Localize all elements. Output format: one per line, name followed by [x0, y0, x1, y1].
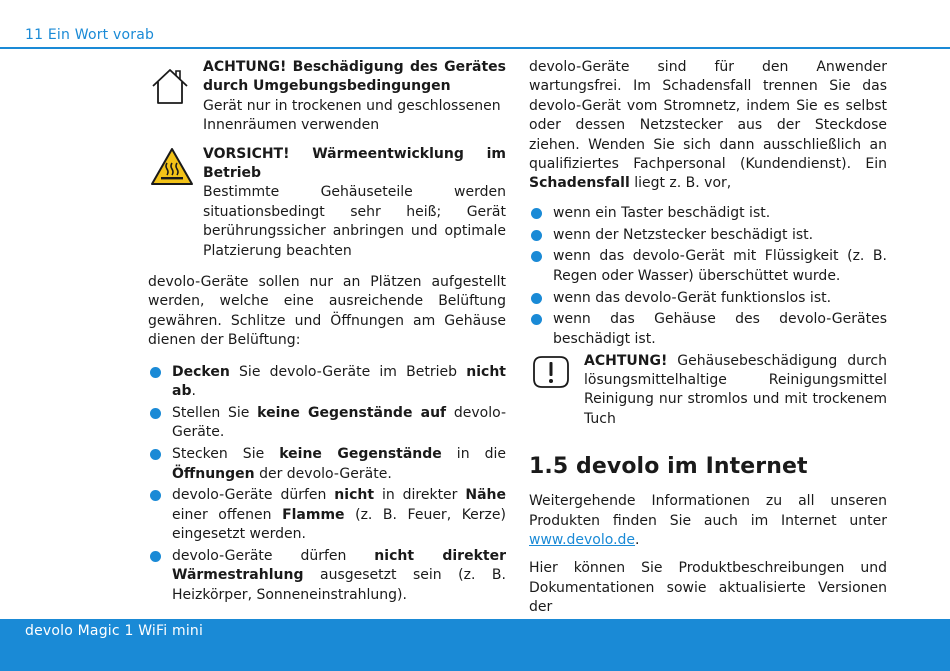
house-icon: [150, 66, 190, 112]
internet-paragraph: Weitergehende Informationen zu all unseren Produkten finden Sie auch im Internet unter www.devolo.de.: [529, 493, 887, 549]
bullet-icon: [150, 449, 161, 460]
header-title: 11 Ein Wort vorab: [25, 27, 155, 43]
maintenance-paragraph: devolo-Geräte sind für den Anwender wartungsfrei. Im Schadensfall trennen Sie das devolo-Gerät vom Stromnetz, indem Sie es selbst oder dessen Netzstecker aus der Steckdose ziehen. Wenden Sie sich dann ausschließlich an qualifiziertes Fachpersonal (Kundendienst). Ein Schadensfall liegt z. B. vor,: [529, 59, 887, 192]
header-rule: [0, 47, 950, 49]
notice-title: VORSICHT! Wärmeentwicklung im Betrieb: [203, 145, 506, 182]
left-column: [148, 58, 506, 608]
bullet-icon: [531, 208, 542, 219]
notice-damage-environment: [148, 58, 506, 136]
list-item: devolo-Geräte dürfen nicht in direkter Nähe einer offenen Flamme (z. B. Feuer, Kerze) eingesetzt werden.: [148, 486, 506, 544]
list-item: wenn der Netzstecker beschädigt ist.: [529, 226, 887, 245]
page-header: [0, 0, 950, 50]
bullet-icon: [531, 293, 542, 304]
notice-body: Bestimmte Gehäuseteile werden situationsbedingt sehr heiß; Gerät berührungssicher anbringen und optimale Platzierung beachten: [203, 184, 506, 259]
notice-title: ACHTUNG! Beschädigung des Gerätes durch Umgebungsbedingungen: [203, 59, 506, 95]
notice-heat: [148, 145, 506, 261]
bullet-icon: [150, 490, 161, 501]
bullet-icon: [531, 314, 542, 325]
list-item: Decken Sie devolo-Geräte im Betrieb nicht ab.: [148, 363, 506, 402]
bullet-icon: [150, 367, 161, 378]
list-item: wenn das devolo-Gerät funktionslos ist.: [529, 289, 887, 308]
notice-cleaning: [529, 352, 887, 430]
exclamation-warning-icon: [533, 356, 569, 394]
list-item: Stecken Sie keine Gegenstände in die Öffnungen der devolo-Geräte.: [148, 445, 506, 484]
bullet-icon: [531, 230, 542, 241]
list-item: wenn ein Taster beschädigt ist.: [529, 204, 887, 223]
downloads-paragraph: Hier können Sie Produktbeschreibungen und Dokumentationen sowie aktualisierte Versionen der: [529, 560, 887, 616]
list-item: wenn das devolo-Gerät mit Flüssigkeit (z. B. Regen oder Wasser) überschüttet wurde.: [529, 247, 887, 286]
hot-surface-warning-icon: [150, 147, 194, 193]
bullet-icon: [150, 551, 161, 562]
page-footer: [0, 619, 950, 671]
section-title: 1.5 devolo im Internet: [529, 454, 808, 480]
list-item: Stellen Sie keine Gegenstände auf devolo-Geräte.: [148, 404, 506, 443]
notice-body: Gerät nur in trockenen und geschlossenen Innenräumen verwenden: [203, 97, 501, 134]
ventilation-list: [148, 363, 506, 605]
bullet-icon: [531, 251, 542, 262]
right-column: [529, 58, 887, 618]
damage-cases-list: [529, 204, 887, 349]
list-item: devolo-Geräte dürfen nicht direkter Wärmestrahlung ausgesetzt sein (z. B. Heizkörper, Sonneneinstrahlung).: [148, 547, 506, 605]
devolo-website-link[interactable]: www.devolo.de: [529, 532, 636, 549]
notice-text: ACHTUNG! Gehäusebeschädigung durch lösungsmittelhaltige Reinigungsmittel Reinigung nur stromlos und mit trockenem Tuch: [584, 352, 887, 427]
list-item: wenn das Gehäuse des devolo-Gerätes beschädigt ist.: [529, 310, 887, 349]
footer-title: devolo Magic 1 WiFi mini: [25, 623, 204, 639]
ventilation-intro: devolo-Geräte sollen nur an Plätzen aufgestellt werden, welche eine ausreichende Belüftung gewähren. Schlitze und Öffnungen am Gehäuse dienen der Belüftung:: [148, 274, 506, 349]
bullet-icon: [150, 408, 161, 419]
